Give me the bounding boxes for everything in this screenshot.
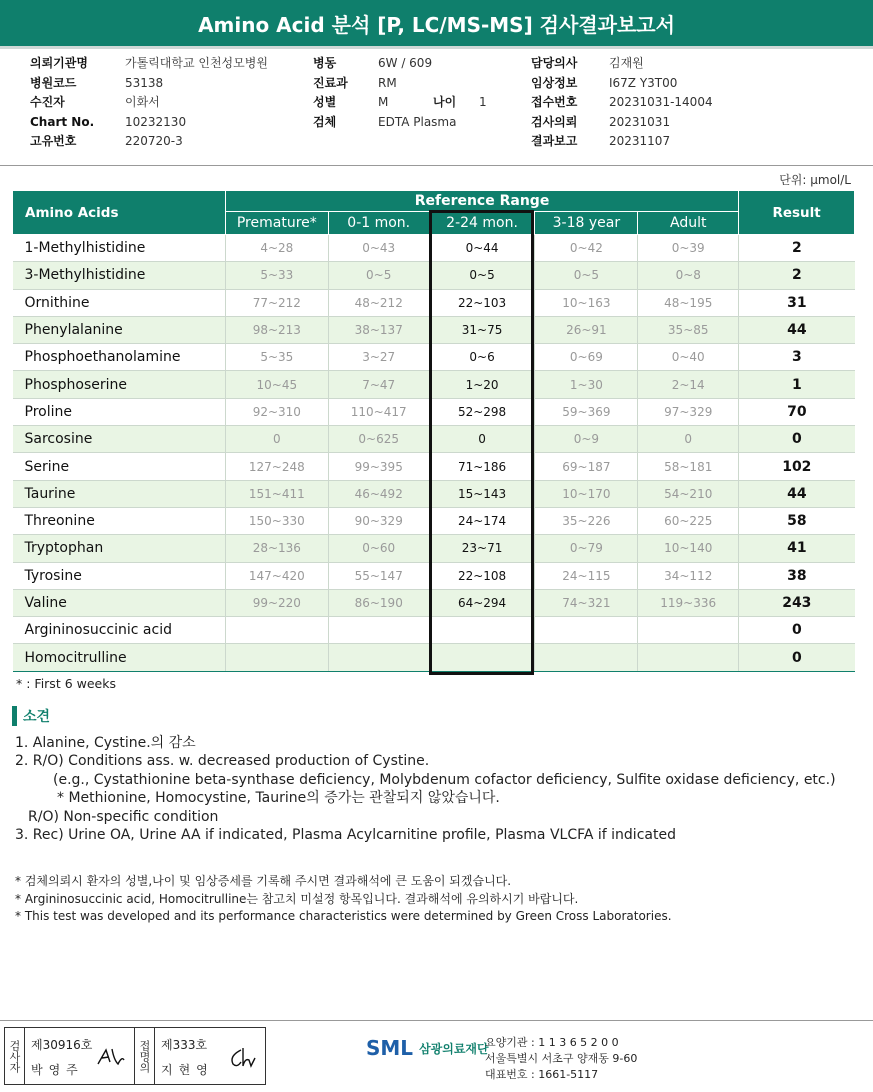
amino-acid-name: Phosphoserine (13, 371, 226, 398)
result-value: 58 (739, 507, 855, 534)
amino-acid-name: Taurine (13, 480, 226, 507)
ref-3-18-year: 35~226 (535, 507, 638, 534)
ref-adult: 10~140 (638, 535, 739, 562)
amino-acid-name: Threonine (13, 507, 226, 534)
ref-3-18-year: 69~187 (535, 453, 638, 480)
ref-3-18-year: 0~79 (535, 535, 638, 562)
signer-cell (25, 1028, 135, 1084)
info-value: I67Z Y3T00 (609, 75, 678, 90)
ref-2-24-mon: 22~108 (429, 562, 535, 589)
ref-0-1-mon: 110~417 (328, 398, 429, 425)
signature-mark (96, 1046, 126, 1068)
ref-adult: 0 (638, 426, 739, 453)
info-label: 담당의사 (531, 56, 578, 70)
signer-license: 제30916호 (31, 1038, 93, 1052)
ref-0-1-mon: 0~5 (328, 262, 429, 289)
result-value: 3 (739, 344, 855, 371)
result-value: 44 (739, 480, 855, 507)
logo-org-name: 삼광의료재단 (419, 1041, 489, 1056)
patient-info-col1 (30, 54, 305, 152)
ref-2-24-mon: 23~71 (429, 535, 535, 562)
amino-acid-name: Tryptophan (13, 535, 226, 562)
ref-0-1-mon: 46~492 (328, 480, 429, 507)
ref-adult: 0~39 (638, 235, 739, 262)
note-line: * 검체의뢰시 환자의 성별,나이 및 임상증세를 기록해 주시면 결과해석에 큰 도움이 되겠습니다. (15, 874, 512, 888)
header-reference-range: Reference Range (225, 191, 738, 212)
info-value: 220720-3 (125, 134, 183, 148)
result-value: 44 (739, 316, 855, 343)
ref-0-1-mon: 3~27 (328, 344, 429, 371)
info-row (313, 74, 534, 94)
info-row (30, 132, 305, 152)
ref-premature: 147~420 (225, 562, 328, 589)
ref-premature: 77~212 (225, 289, 328, 316)
ref-adult (638, 644, 739, 671)
ref-adult: 54~210 (638, 480, 739, 507)
ref-3-18-year (535, 644, 638, 671)
info-value: 1 (479, 95, 487, 109)
ref-0-1-mon: 7~47 (328, 371, 429, 398)
ref-3-18-year: 0~42 (535, 235, 638, 262)
signer-cell (155, 1028, 265, 1084)
ref-2-24-mon: 24~174 (429, 507, 535, 534)
ref-3-18-year: 26~91 (535, 316, 638, 343)
ref-0-1-mon: 0~625 (328, 426, 429, 453)
result-value: 0 (739, 617, 855, 644)
ref-premature: 0 (225, 426, 328, 453)
info-value: 이화서 (125, 95, 160, 109)
info-value: 20231031-14004 (609, 95, 713, 109)
info-label: 임상정보 (531, 75, 578, 90)
info-label: 접수번호 (531, 95, 578, 109)
org-info-line: 요양기관 : 1 1 3 6 5 2 0 0 (485, 1036, 619, 1049)
signer-license: 제333호 (161, 1038, 208, 1052)
info-value: RM (378, 75, 397, 90)
ref-adult (638, 617, 739, 644)
ref-adult: 58~181 (638, 453, 739, 480)
result-value: 102 (739, 453, 855, 480)
info-label: 병동 (313, 56, 337, 70)
ref-3-18-year (535, 617, 638, 644)
info-row (30, 74, 305, 94)
signature-box (4, 1027, 266, 1085)
amino-acid-name: Serine (13, 453, 226, 480)
ref-premature: 10~45 (225, 371, 328, 398)
finding-line: 1. Alanine, Cystine.의 감소 (15, 735, 196, 751)
finding-line: R/O) Non-specific condition (28, 808, 219, 825)
finding-line: 2. R/O) Conditions ass. w. decreased production of Cystine. (15, 753, 430, 770)
finding-line: * Methionine, Homocystine, Taurine의 증가는 관찰되지 않았습니다. (57, 790, 500, 807)
header-premature: Premature* (225, 212, 328, 235)
title-underline (0, 46, 873, 49)
sml-logo (366, 1036, 489, 1060)
ref-adult: 119~336 (638, 589, 739, 616)
info-value: 10232130 (125, 114, 187, 129)
ref-0-1-mon (328, 617, 429, 644)
ref-premature: 28~136 (225, 535, 328, 562)
info-row (531, 74, 729, 94)
section-marker (12, 706, 17, 726)
amino-acid-name: Tyrosine (13, 562, 226, 589)
signer-name: 박영주 (31, 1063, 84, 1077)
result-value: 70 (739, 398, 855, 425)
info-value: 20231031 (609, 114, 671, 129)
finding-line: (e.g., Cystathionine beta-synthase deficiency, Molybdenum cofactor deficiency, Sulfite oxidase deficiency, etc.) (53, 771, 836, 788)
info-label: 진료과 (313, 75, 348, 90)
amino-acid-name: Phosphoethanolamine (13, 344, 226, 371)
ref-premature: 98~213 (225, 316, 328, 343)
result-value: 1 (739, 371, 855, 398)
ref-3-18-year: 10~170 (535, 480, 638, 507)
header-result: Result (739, 191, 855, 235)
ref-3-18-year: 10~163 (535, 289, 638, 316)
info-label: 의뢰기관명 (30, 56, 88, 70)
info-label: Chart No. (30, 114, 95, 129)
result-value: 2 (739, 235, 855, 262)
ref-3-18-year: 1~30 (535, 371, 638, 398)
ref-0-1-mon: 86~190 (328, 589, 429, 616)
ref-2-24-mon: 15~143 (429, 480, 535, 507)
info-value: 6W / 609 (378, 56, 433, 70)
ref-2-24-mon: 0~6 (429, 344, 535, 371)
amino-acid-name: Proline (13, 398, 226, 425)
info-label: 검체 (313, 114, 337, 129)
notes-list (15, 873, 672, 926)
org-info-line: 서울특별시 서초구 양재동 9-60 (485, 1052, 638, 1065)
patient-info-col2 (313, 54, 534, 132)
ref-premature: 4~28 (225, 235, 328, 262)
ref-adult: 35~85 (638, 316, 739, 343)
ref-premature: 127~248 (225, 453, 328, 480)
ref-0-1-mon: 48~212 (328, 289, 429, 316)
selected-range-highlight (429, 210, 534, 675)
info-value: 가톨릭대학교 인천성모병원 (125, 56, 268, 70)
ref-premature: 5~33 (225, 262, 328, 289)
ref-0-1-mon: 55~147 (328, 562, 429, 589)
amino-acid-name: Homocitrulline (13, 644, 226, 671)
info-row (531, 93, 729, 113)
ref-2-24-mon: 1~20 (429, 371, 535, 398)
info-row (531, 132, 729, 152)
ref-3-18-year: 24~115 (535, 562, 638, 589)
ref-premature: 150~330 (225, 507, 328, 534)
amino-acid-name: Argininosuccinic acid (13, 617, 226, 644)
amino-acid-name: Phenylalanine (13, 316, 226, 343)
amino-acid-name: 3-Methylhistidine (13, 262, 226, 289)
header-divider (0, 165, 873, 166)
ref-2-24-mon: 0~44 (429, 235, 535, 262)
footnote: * : First 6 weeks (16, 676, 116, 691)
info-label: 결과보고 (531, 134, 578, 148)
info-label: 고유번호 (30, 134, 77, 148)
header-amino-acids: Amino Acids (13, 191, 226, 235)
ref-adult: 0~40 (638, 344, 739, 371)
ref-2-24-mon: 0~5 (429, 262, 535, 289)
ref-premature: 5~35 (225, 344, 328, 371)
ref-adult: 34~112 (638, 562, 739, 589)
ref-3-18-year: 0~5 (535, 262, 638, 289)
result-value: 31 (739, 289, 855, 316)
info-row (30, 113, 305, 133)
result-value: 0 (739, 426, 855, 453)
note-line: * Argininosuccinic acid, Homocitrulline는 참고치 미설정 항목입니다. 결과해석에 유의하시기 바랍니다. (15, 891, 579, 906)
ref-3-18-year: 0~9 (535, 426, 638, 453)
info-row (313, 93, 534, 113)
signer-role-label: 검사자 (5, 1028, 25, 1084)
result-value: 38 (739, 562, 855, 589)
amino-acid-name: Ornithine (13, 289, 226, 316)
ref-3-18-year: 59~369 (535, 398, 638, 425)
org-info-line: 대표번호 : 1661-5117 (485, 1068, 599, 1081)
ref-0-1-mon: 0~43 (328, 235, 429, 262)
ref-0-1-mon (328, 644, 429, 671)
ref-2-24-mon: 31~75 (429, 316, 535, 343)
header-2-24-mon: 2-24 mon. (429, 212, 535, 235)
info-value: EDTA Plasma (378, 114, 457, 129)
info-row (531, 54, 729, 74)
info-value: 20231107 (609, 134, 671, 148)
ref-0-1-mon: 90~329 (328, 507, 429, 534)
ref-premature: 92~310 (225, 398, 328, 425)
info-label: 성별 (313, 95, 337, 109)
findings-list (15, 734, 836, 844)
info-row (313, 54, 534, 74)
ref-premature: 99~220 (225, 589, 328, 616)
organization-info (485, 1035, 637, 1083)
ref-adult: 97~329 (638, 398, 739, 425)
note-line: * This test was developed and its performance characteristics were determined by Green Cross Laboratories. (15, 909, 672, 923)
ref-2-24-mon: 22~103 (429, 289, 535, 316)
logo-mark: SML (366, 1036, 414, 1060)
info-row (313, 113, 534, 133)
amino-acid-name: Sarcosine (13, 426, 226, 453)
info-value: 김재원 (609, 56, 644, 70)
result-value: 41 (739, 535, 855, 562)
findings-title-text: 소견 (23, 709, 51, 725)
info-label: 수진자 (30, 95, 65, 109)
footer-divider (0, 1020, 873, 1021)
ref-0-1-mon: 38~137 (328, 316, 429, 343)
ref-3-18-year: 74~321 (535, 589, 638, 616)
info-row (30, 93, 305, 113)
ref-2-24-mon: 0 (429, 426, 535, 453)
ref-adult: 0~8 (638, 262, 739, 289)
info-row (531, 113, 729, 133)
info-label: 나이 (433, 95, 457, 109)
info-label: 검사의뢰 (531, 114, 578, 129)
result-value: 0 (739, 644, 855, 671)
header-adult: Adult (638, 212, 739, 235)
info-value: 53138 (125, 75, 164, 90)
result-value: 243 (739, 589, 855, 616)
ref-premature (225, 644, 328, 671)
ref-0-1-mon: 0~60 (328, 535, 429, 562)
unit-label: 단위: μmol/L (779, 173, 851, 187)
ref-premature: 151~411 (225, 480, 328, 507)
info-label: 병원코드 (30, 75, 77, 90)
ref-2-24-mon: 52~298 (429, 398, 535, 425)
info-row (30, 54, 305, 74)
ref-adult: 48~195 (638, 289, 739, 316)
report-title: Amino Acid 분석 [P, LC/MS-MS] 검사결과보고서 (0, 0, 873, 46)
header-0-1-mon: 0-1 mon. (328, 212, 429, 235)
findings-section-title (12, 706, 50, 726)
ref-2-24-mon: 64~294 (429, 589, 535, 616)
ref-premature (225, 617, 328, 644)
ref-adult: 60~225 (638, 507, 739, 534)
ref-3-18-year: 0~69 (535, 344, 638, 371)
finding-line: 3. Rec) Urine OA, Urine AA if indicated, Plasma Acylcarnitine profile, Plasma VLCFA if indicated (15, 827, 676, 844)
patient-info-col3 (531, 54, 729, 152)
amino-acid-name: 1-Methylhistidine (13, 235, 226, 262)
result-value: 2 (739, 262, 855, 289)
header-3-18-year: 3-18 year (535, 212, 638, 235)
ref-0-1-mon: 99~395 (328, 453, 429, 480)
ref-2-24-mon: 71~186 (429, 453, 535, 480)
info-value: M (378, 95, 389, 109)
signer-name: 지현영 (161, 1063, 214, 1077)
ref-adult: 2~14 (638, 371, 739, 398)
signature-mark (227, 1046, 257, 1070)
amino-acid-name: Valine (13, 589, 226, 616)
signer-role-label: 접명의 (135, 1028, 155, 1084)
